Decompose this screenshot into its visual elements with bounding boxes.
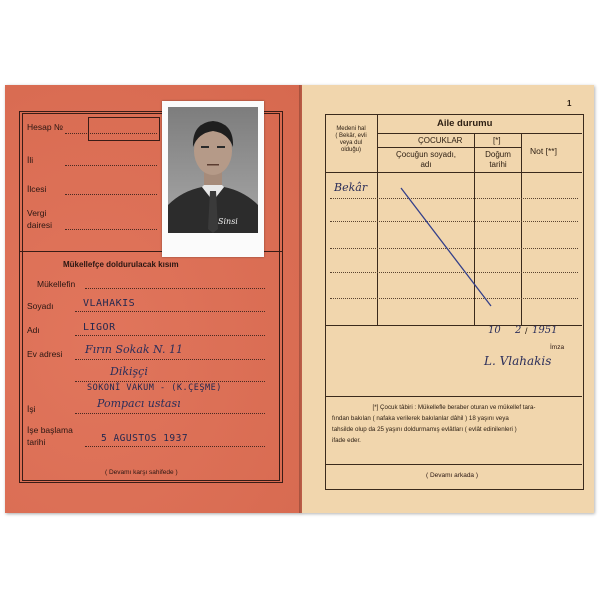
ev-adresi-label: Ev adresi	[27, 349, 63, 359]
adi-value: LIGOR	[83, 322, 116, 333]
not-header: Not [**]	[530, 146, 557, 156]
ev-adresi-value-1: Fırın Sokak N. 11	[85, 343, 183, 356]
field-ilcesi-line	[65, 194, 157, 195]
footnote-line-2: fından bakılan ( nafaka verilerek bakılanlar dâhil ) 18 yaşını veya	[332, 415, 509, 422]
date-separator: /	[525, 326, 528, 336]
medeni-line-2: ( Bekâr, evli	[335, 133, 367, 139]
ev-adresi-value-2: Dikişçi	[110, 365, 148, 378]
adi-label: Adı	[27, 325, 40, 335]
imza-label: İmza	[550, 344, 565, 351]
section-title: Mükellefçe doldurulacak kısım	[63, 260, 179, 269]
row-cocuklar-line	[377, 147, 521, 148]
imza-signature: L. Vlahakis	[484, 354, 552, 368]
ev-adresi-line-2	[75, 381, 265, 382]
footnote-line-3: tahsilde olup da 25 yaşını doldurmamış evlâtları ( evlât edinilenleri )	[332, 426, 517, 433]
dogum-line-2: tarihi	[489, 160, 507, 169]
field-ili-label: İli	[27, 155, 34, 165]
soyadi-value: VLAHAKIS	[83, 298, 136, 309]
field-vergi-label: Vergi	[27, 208, 47, 218]
mukellefin-line	[85, 288, 265, 289]
ev-adresi-line-1	[75, 359, 265, 360]
cocugun-header	[379, 150, 473, 170]
row-header-bottom	[325, 172, 582, 173]
cocugun-line-2: adı	[420, 160, 432, 169]
left-page-content	[5, 85, 302, 513]
adi-line	[75, 335, 265, 336]
footnote-line-1: [*] Çocuk tâbiri : Mükellefle beraber oturan ve mükellef tara-	[372, 404, 536, 411]
medeni-line-4: olduğu)	[340, 147, 361, 153]
aile-durumu-title: Aile durumu	[437, 118, 493, 129]
dogum-header	[476, 150, 520, 170]
portrait-image	[162, 101, 264, 257]
medeni-hal-header	[326, 126, 376, 154]
isi-label: İşi	[27, 404, 36, 414]
soyadi-line	[75, 311, 265, 312]
cocuklar-header: ÇOCUKLAR	[418, 136, 463, 145]
photo-signature: Sinsi	[218, 217, 238, 226]
row-title-line	[377, 133, 582, 134]
date-year: 1951	[532, 325, 558, 336]
strike-line	[395, 180, 495, 310]
soyadi-label: Soyadı	[27, 301, 54, 311]
hesap-no-box	[88, 117, 160, 141]
mukellefin-label: Mükellefin	[37, 279, 76, 289]
ise-baslama-value: 5 AGUSTOS 1937	[101, 433, 189, 444]
isi-value-1: SOKONİ VAKUM - (K.ÇEŞME)	[87, 383, 222, 393]
cocuklar-mark: [*]	[493, 136, 501, 145]
left-footer: ( Devamı karşı sahifede )	[105, 469, 178, 476]
ise-line	[85, 446, 265, 447]
dogum-line-1: Doğum	[485, 150, 511, 159]
field-ilcesi-label: İlcesi	[27, 184, 47, 194]
medeni-hal-value: Bekâr	[334, 181, 368, 194]
id-photo	[162, 101, 264, 257]
isi-value-2: Pompacı ustası	[97, 397, 181, 410]
field-dairesi-label: dairesi	[27, 220, 53, 230]
col-divider-3	[521, 133, 522, 325]
ise-tarihi-label: tarihi	[27, 437, 46, 447]
date-month: 2	[515, 325, 522, 336]
medeni-line-1: Medeni hal	[336, 126, 366, 132]
field-hesap-no-label: Hesap №	[27, 122, 64, 132]
field-dairesi-line	[65, 229, 157, 230]
medeni-line-3: veya dul	[339, 140, 363, 146]
field-ili-line	[65, 165, 157, 166]
footnote-top-line	[325, 396, 582, 397]
footnote	[332, 402, 576, 446]
cocugun-line-1: Çocuğun soyadı,	[395, 150, 457, 159]
date-day: 10	[488, 325, 501, 336]
footnote-line-4: ifade eder.	[332, 437, 361, 444]
col-divider-1	[377, 114, 378, 325]
footnote-bottom-line	[325, 464, 582, 465]
ise-baslama-label: İşe başlama	[27, 425, 73, 435]
isi-line	[75, 413, 265, 414]
page-number: 1	[567, 99, 572, 108]
right-footer: ( Devamı arkada )	[426, 472, 479, 479]
